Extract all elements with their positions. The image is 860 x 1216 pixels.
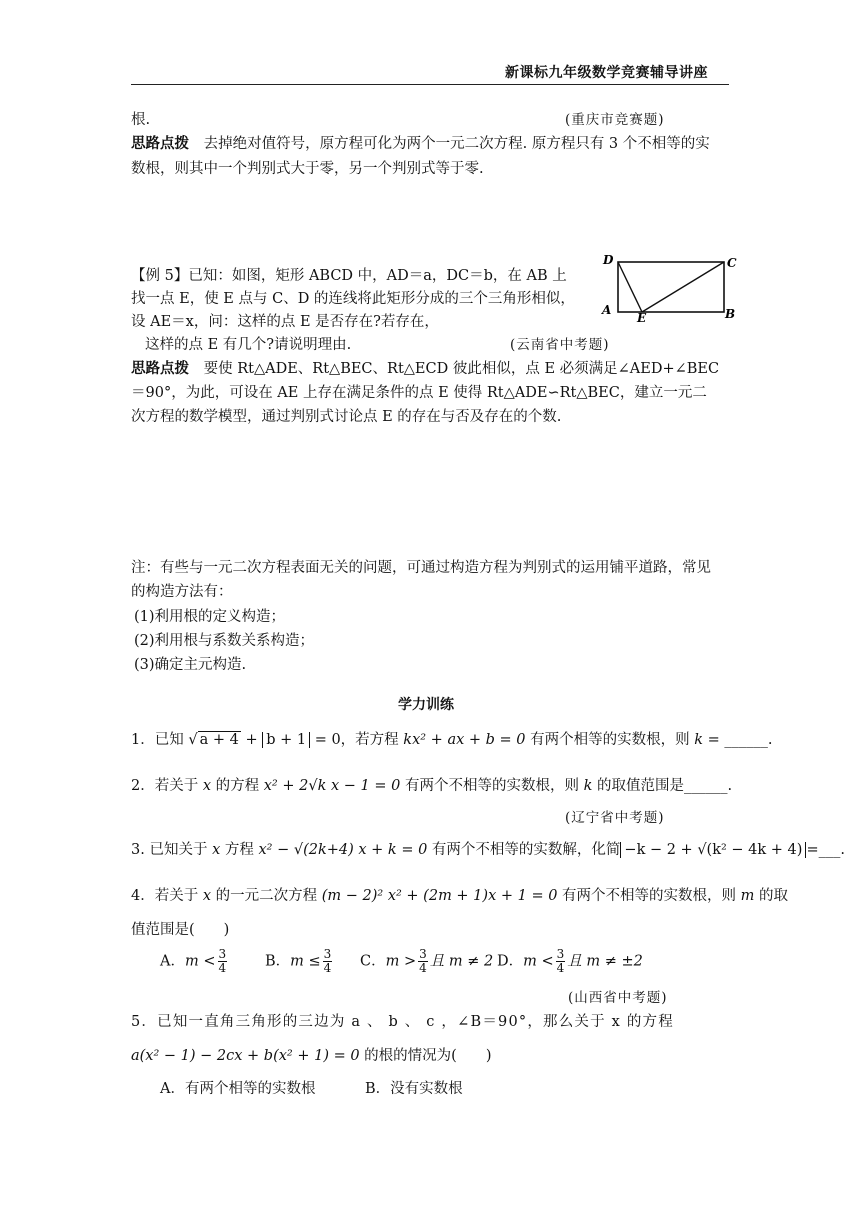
q3-abs: −k − 2 + √(k² − 4k + 4) [620,842,806,858]
source-yunnan: (云南省中考题) [510,337,610,353]
rectangle-abcd [618,262,724,312]
source-liaoning: (辽宁省中考题) [565,810,665,826]
frac-den: 4 [419,961,427,975]
frac-num: 3 [419,947,427,961]
q2-equation: x² + 2√k x − 1 = 0 [263,778,401,794]
question-4 [131,884,788,905]
hint-label: 思路点拨 [131,361,189,377]
note-line1: 注：有些与一元二次方程表面无关的问题，可通过构造方程为判别式的运用铺平道路，常见 [131,560,711,576]
q3-t3: 有两个不相等的实数解，化简 [427,842,621,858]
q3-t1: 3. 已知关于 [131,842,213,858]
note-item1: (1)利用根的定义构造； [134,609,286,625]
example5-hint-1 [131,357,719,378]
q3-t2: 方程 [220,842,259,858]
label-b: B [725,307,736,321]
question-3 [131,838,845,859]
q4-option-c [360,948,493,975]
hint-text: 去掉绝对值符号，原方程可化为两个一元二次方程. 原方程只有 3 个不相等的实 [203,136,710,152]
hint-text-cont: 数根，则其中一个判别式大于零，另一个判别式等于零. [131,161,484,177]
q4-t4: 的取 [754,888,789,904]
question-2 [131,774,732,795]
example5-line3: 设 AE＝x，问：这样的点 E 是否存在?若存在， [131,314,439,330]
question-5-line1: 5．已知一直角三角形的三边为 a 、 b 、 c ，∠B＝90°，那么关于 x 的方程 [131,1014,674,1030]
opt-tail: 且 m ≠ 2 [429,953,494,970]
example5-line1: 【例 5】已知：如图，矩形 ABCD 中，AD＝a，DC＝b，在 AB 上 [131,268,567,284]
opt-tail: 且 m ≠ ±2 [567,953,643,970]
q1-prefix: 1．已知 [131,732,184,748]
q3-x: x [212,842,221,858]
q4-option-a [160,948,229,975]
opt-expr: m > [385,953,417,970]
q5-equation: a(x² − 1) − 2cx + b(x² + 1) = 0 [131,1048,360,1064]
label-e: E [637,311,647,322]
q3-end: =___. [806,842,845,858]
segment-ec [642,262,724,312]
example5-hint-2: ＝90°，为此，可设在 AE 上存在满足条件的点 E 使得 Rt△ADE∽Rt△BEC，建立一元二 [131,385,707,401]
q1-plus: + [240,732,263,748]
example5-line4: 这样的点 E 有几个?请说明理由. [145,337,352,353]
label-a: A [602,303,612,317]
opt-label: B． [265,953,291,970]
q4-t3: 有两个不相等的实数根，则 [557,888,741,904]
q2-t4: 的取值范围是______. [592,778,733,794]
opt-expr: m ≤ [290,953,321,970]
opt-label: A． [160,953,185,970]
q3-equation: x² − √(2k+4) x + k = 0 [258,842,428,858]
q4-t1: 4．若关于 [131,888,203,904]
note-item2: (2)利用根与系数关系构造； [134,633,315,649]
question-5-line2 [131,1044,492,1065]
opt-expr: m < [184,953,216,970]
example5-line2: 找一点 E，使 E 点与 C、D 的连线将此矩形分成的三个三角形相似， [131,291,575,307]
q1-abs: b + 1 [262,732,310,748]
note-item3: (3)确定主元构造. [134,657,247,673]
hint-label: 思路点拨 [131,136,189,152]
q4-line2: 值范围是( ) [131,922,230,938]
q4-x: x [202,888,212,904]
continuation-text: 根. [131,112,151,128]
rectangle-figure [600,250,740,322]
q1-sqrt: a + 4 [199,732,239,748]
q4-option-b [265,948,334,975]
q5-tail: 的根的情况为( ) [359,1048,492,1064]
frac-den: 4 [218,961,227,975]
q1-k: k [694,732,704,748]
q5-option-a: A．有两个相等的实数根 [160,1081,316,1097]
header-divider [131,84,729,85]
frac-den: 4 [556,961,565,975]
example5-hint-3: 次方程的数学模型，通过判别式讨论点 E 的存在与否及存在的个数. [131,409,562,425]
label-c: C [727,256,737,270]
q1-rest: 有两个相等的实数根，则 [525,732,695,748]
frac-num: 3 [323,947,332,961]
q2-t1: 2．若关于 [131,778,203,794]
q2-t3: 有两个不相等的实数根，则 [400,778,584,794]
hint-paragraph-1 [131,132,710,153]
source-chongqing: (重庆市竞赛题) [565,112,665,128]
frac-num: 3 [556,947,565,961]
q4-m: m [740,888,755,904]
question-1: 1．已知 √ a + 4 + b + 1 = 0，若方程 kx² + ax + b = 0 有两个相等的实数根，则 k = ______. [131,732,773,748]
hint-text: 要使 Rt△ADE、Rt△BEC、Rt△ECD 彼此相似，点 E 必须满足∠AED+∠BEC [203,361,720,377]
q4-t2: 的一元二次方程 [211,888,322,904]
q2-x: x [202,778,212,794]
q2-t2: 的方程 [211,778,264,794]
opt-label: C． [360,953,386,970]
segment-de [618,262,642,312]
source-shanxi: (山西省中考题) [568,990,668,1006]
note-line2: 的构造方法有： [131,584,233,600]
label-d: D [603,253,614,267]
q4-equation: (m − 2)² x² + (2m + 1)x + 1 = 0 [321,888,558,904]
frac-den: 4 [323,961,332,975]
section-title: 学力训练 [398,697,454,713]
q2-k: k [583,778,593,794]
frac-num: 3 [218,947,227,961]
q1-eq: = 0，若方程 [310,732,404,748]
q1-equation: kx² + ax + b = 0 [403,732,526,748]
header-title: 新课标九年级数学竞赛辅导讲座 [505,65,708,81]
q5-option-b: B．没有实数根 [365,1081,463,1097]
opt-expr: m < [523,953,554,970]
q4-option-d [497,948,643,975]
q1-end: = ______. [703,732,773,748]
opt-label: D． [497,953,524,970]
